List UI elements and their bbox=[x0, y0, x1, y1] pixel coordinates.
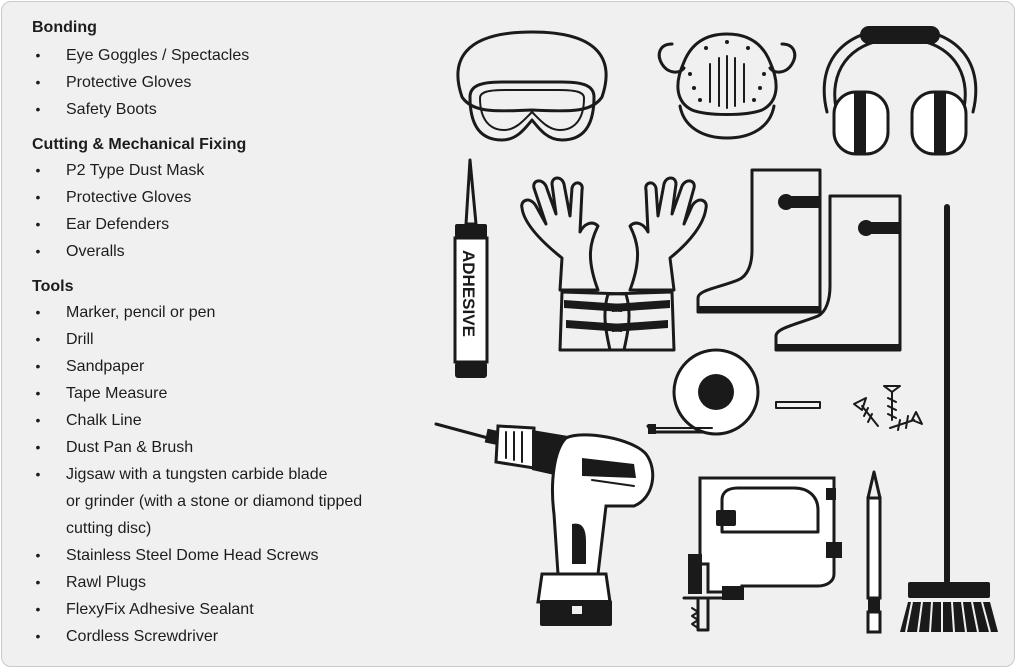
ear-defenders-icon bbox=[824, 26, 976, 154]
section-title-cutting: Cutting & Mechanical Fixing bbox=[32, 136, 247, 153]
section-title-tools: Tools bbox=[32, 278, 74, 295]
list-item: • Cordless Screwdriver bbox=[35, 628, 219, 645]
list-item: • Marker, pencil or pen bbox=[35, 304, 216, 321]
boots-icon bbox=[698, 170, 900, 350]
equipment-card bbox=[1, 1, 1015, 667]
list-item: • Stainless Steel Dome Head Screws bbox=[35, 547, 319, 564]
screws-icon bbox=[854, 386, 922, 430]
list-item: • Dust Pan & Brush bbox=[35, 439, 194, 456]
drill-icon bbox=[436, 424, 653, 626]
list-item: • Tape Measure bbox=[35, 385, 168, 402]
tools-list bbox=[32, 299, 422, 650]
tools-illustration bbox=[422, 2, 1014, 666]
list-item: • Protective Gloves bbox=[35, 189, 192, 206]
bonding-list bbox=[32, 42, 422, 123]
list-item: • Chalk Line bbox=[35, 412, 142, 429]
section-title-bonding: Bonding bbox=[32, 19, 97, 36]
jigsaw-icon bbox=[684, 478, 842, 630]
tape-measure-icon bbox=[648, 350, 758, 434]
adhesive-label: ADHESIVE bbox=[459, 250, 478, 337]
list-item: • Jigsaw with a tungsten carbide blade or grinder (with a stone or diamond tipped cutting disc) bbox=[35, 466, 363, 537]
list-item: • Overalls bbox=[35, 243, 125, 260]
broom-icon bbox=[900, 204, 998, 632]
cutting-list bbox=[32, 157, 422, 265]
list-item: • Rawl Plugs bbox=[35, 574, 147, 591]
gloves-icon bbox=[522, 178, 707, 350]
list-item: • Ear Defenders bbox=[35, 216, 170, 233]
chalk-line-icon bbox=[776, 402, 820, 408]
equipment-list bbox=[32, 18, 422, 650]
pencil-icon bbox=[868, 472, 880, 632]
adhesive-cartridge-icon bbox=[455, 160, 487, 378]
goggles-icon bbox=[458, 32, 606, 140]
list-item: • FlexyFix Adhesive Sealant bbox=[35, 601, 254, 618]
list-item: • Eye Goggles / Spectacles bbox=[35, 47, 250, 64]
list-item: • P2 Type Dust Mask bbox=[35, 162, 205, 179]
list-item: • Protective Gloves bbox=[35, 74, 192, 91]
dust-mask-icon bbox=[659, 34, 795, 138]
list-item: • Drill bbox=[35, 331, 94, 348]
list-item: • Sandpaper bbox=[35, 358, 145, 375]
list-item: • Safety Boots bbox=[35, 101, 157, 118]
